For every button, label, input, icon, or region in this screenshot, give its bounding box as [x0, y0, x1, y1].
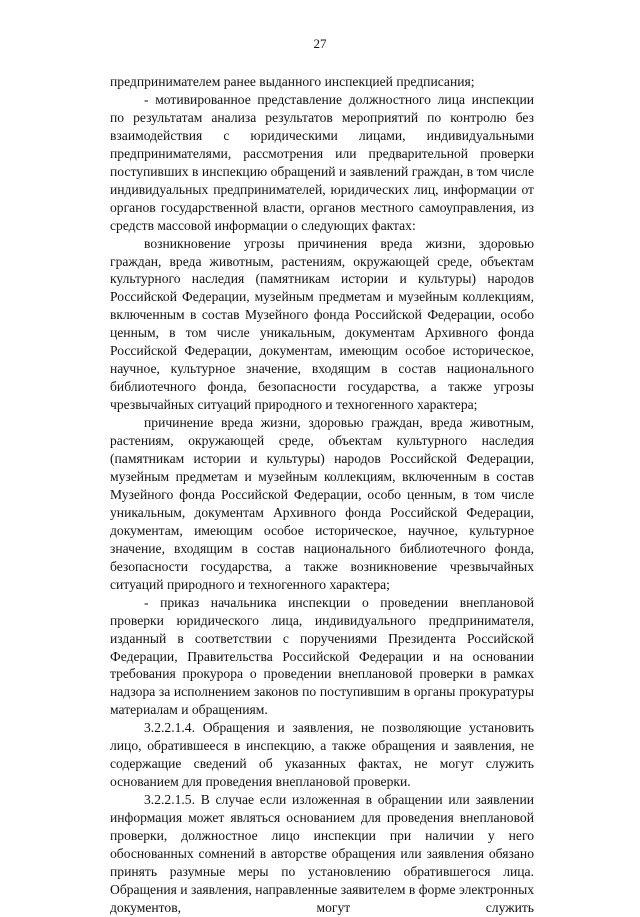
paragraph-threat-of-harm: возникновение угрозы причинения вреда жизни, здоровью граждан, вреда животным, растениям, окружающей среде, объектам культурного наследия (памятникам истории и культуры) народов Российской Федерации, музейным предметам и музейным коллекциям, включенным в состав Музейного фонда Российской Федерации, особо ценным, в том числе уникальным, документам Архивного фонда Российской Федерации, документам, имеющим особое историческое, научное, культурное значение, входящим в состав национального библиотечного фонда, безопасности государства, а также угрозы чрезвычайных ситуаций природного и техногенного характера; — [110, 235, 534, 413]
page-number: 27 — [313, 36, 327, 51]
paragraph-continuation: предпринимателем ранее выданного инспекцией предписания; — [110, 74, 475, 89]
paragraph-causing-harm: причинение вреда жизни, здоровью граждан, вреда животным, растениям, окружающей среде, объектам культурного наследия (памятникам истории и культуры) народов Российской Федерации, музейным предметам и музейным коллекциям, включенным в состав Музейного фонда Российской Федерации, особо ценным, в том числе уникальным, документам Архивного фонда Российской Федерации, документам, имеющим особое историческое, научное, культурное значение, входящим в состав национального библиотечного фонда, безопасности государства, а также возникновение чрезвычайных ситуаций природного и техногенного характера; — [110, 415, 534, 592]
document-body — [110, 73, 534, 917]
paragraph-motivated-submission: - мотивированное представление должностного лица инспекции по результатам анализа результатов мероприятий по контролю без взаимодействия с юридическими лицами, индивидуальными предпринимателями, рассмотрения или предварительной проверки поступивших в инспекцию обращений и заявлений граждан, в том числе индивидуальных предпринимателей, юридических лиц, информации от органов государственной власти, органов местного самоуправления, из средств массовой информации о следующих фактах: — [110, 91, 534, 233]
paragraph-head-order: - приказ начальника инспекции о проведении внеплановой проверки юридического лица, индивидуального предпринимателя, изданный в соответствии с поручениями Президента Российской Федерации, Правительства Российской Федерации и на основании требования прокурора о проведении внеплановой проверки в рамках надзора за исполнением законов по поступившим в органы прокуратуры материалам и обращениям. — [110, 594, 534, 718]
paragraph-3-2-2-1-5: 3.2.2.1.5. В случае если изложенная в обращении или заявлении информация может являться основанием для проведения внеплановой проверки, должностное лицо инспекции при наличии у него обоснованных сомнений в авторстве обращения или заявления обязано принять разумные меры по установлению обратившегося лица. Обращения и заявления, направленные заявителем в форме электронных документов, могут служить — [110, 792, 534, 915]
paragraph-3-2-2-1-4: 3.2.2.1.4. Обращения и заявления, не позволяющие установить лицо, обратившееся в инспекцию, а также обращения и заявления, не содержащие сведений об указанных фактах, не могут служить основанием для проведения внеплановой проверки. — [110, 720, 534, 790]
